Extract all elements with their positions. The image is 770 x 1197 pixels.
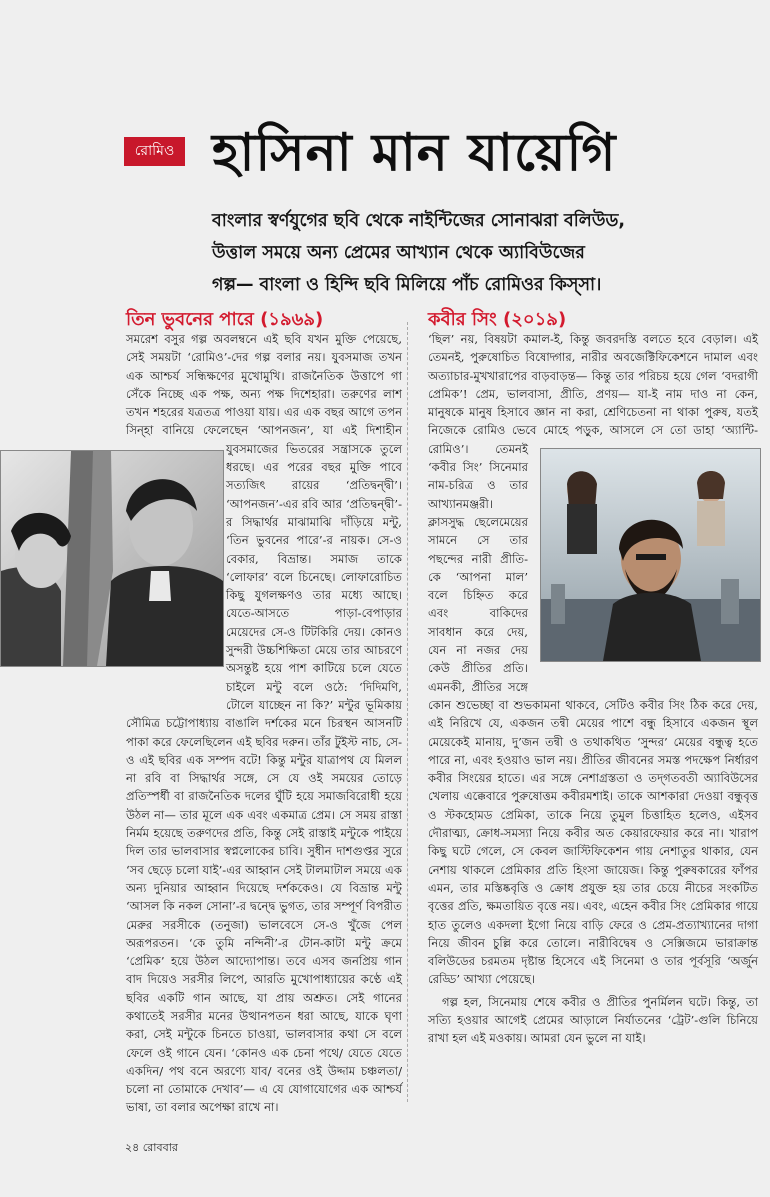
column-divider bbox=[407, 322, 408, 1102]
right-article-body bbox=[428, 330, 758, 1052]
film-poster-photo bbox=[540, 448, 761, 662]
left-article-heading: তিন ভুবনের পারে (১৯৬৯) bbox=[126, 309, 324, 330]
couple-photo-illustration bbox=[1, 451, 223, 666]
poster-illustration bbox=[541, 449, 760, 661]
deck bbox=[212, 205, 758, 301]
right-article-heading: কবীর সিং (২০১৯) bbox=[428, 309, 567, 330]
page-footer: ২৪ রোববার bbox=[125, 1141, 178, 1154]
deck-line-3: গল্প— বাংলা ও হিন্দি ছবি মিলিয়ে পাঁচ রোমিওর কিস্‌সা। bbox=[212, 275, 602, 295]
headline: হাসিনা মান যায়েগি bbox=[212, 123, 617, 183]
right-article-paragraph-1: ‘ছিল’ নয়, বিষয়টা কমাল-ই, কিন্তু জবরদস্তি বলতে হবে বেড়াল। এই তেমনই, পুরুষোচিত বিষোদ্গার, নারীর অবজেক্টিফিকেশনে দামাল এবং অত্যাচার-মুখখারাপের বাড়বাড়ন্ত— কিন্তু তার পরিচয় হয়ে গেল ‘বদরাগী প্রেমিক’! প্রেম, ভালবাসা, প্রীতি, প্রণয়— যা-ই নাম দাও না কেন, মানুষকে মানুষ হিসাবে জ্ঞান না করা, শ্রেণিচেতনা না থাকা পুরুষ, যতই নিজেকে রোমিও ভেবে মোহে পড়ুক, আসলে সে তো ডাহা ‘অ্যান্টি-রোমিও’। তেমনই ‘কবীর সিং’ সিনেমার নাম-চরিত্র ও তার আখ্যানমঞ্জরী। ক্লাসসুদ্ধ ছেলেমেয়ের সামনে সে তার পছন্দের নারী প্রীতি-কে ‘আপনা মাল’ বলে চিহ্নিত করে এবং বাকিদের সাবধান করে দেয়, যেন না নজর দেয় কেউ প্রীতির প্রতি। এমনকী, প্রীতির সঙ্গে কোন শুভেচ্ছা বা শুভকামনা থাকবে, সেটিও কবীর সিং ঠিক করে দেয়, এই নিরিখে যে, একজন তন্বী মেয়ের পাশে বন্ধু হিসাবে একজন স্থূল মেয়েকেই মানায়, দু’জন তন্বী ও তথাকথিত ‘সুন্দর’ মেয়ের বন্ধুত্ব হতে পারে না, এবং হওয়াও ভাল নয়। প্রীতির জীবনের সমস্ত পদক্ষেপ নির্ধারণ কবীর সিংয়ের হাতে। এর সঙ্গে নেশাগ্রস্ততা ও তদ্‌গতবতী অ্যাবিউসের খেলায় এক্কেবারে পুরুষোত্তম কবীরমশাই। তাকে আশকারা দেওয়া বন্ধুবৃত্ত ও স্টকহোমড প্রেমিকা, তাকে নিয়ে তুমুল চিত্তাহিত হলেও, এইসব দৌরাত্ম্য, ক্রোধ-সমস্যা নিয়ে কবীর অত কেয়ারফেয়ার করে না। খারাপ কিছু ঘটে গেলে, সে কেবল জাস্টিফিকেশন গায় নেশাতুর থাকার, যেন নেশায় থাকলে প্রেমিকার প্রতি হিংসা জায়েজ। কিন্তু পুরুষকারের ফাঁপর এমন, তার মস্তিষ্কবৃত্তি ও ক্রোধ প্রযুক্ত হয় তার চেয়ে নীচের সংকটিত বৃত্তের প্রতি, ক্ষমতায়িত বৃত্তে নয়। এবং, এহেন কবীর সিং প্রেমিকার গায়ে হাত তুলেও একদলা ইগো নিয়ে বাড়ি ফেরে ও প্রেম-প্রত্যাখ্যানের দাগা নিয়ে জীবন চুল্লি করে তোলে। নারীবিদ্বেষ ও সেক্সিজমে ভারাক্রান্ত বলিউডের চরমতম দৃষ্টান্ত হিসেবে এই সিনেমা ও তার পূর্বসূরি ‘অর্জুন রেড্ডি’ আখ্যা পেয়েছে। bbox=[428, 332, 758, 987]
right-article-paragraph-2: গল্প হল, সিনেমায় শেষে কবীর ও প্রীতির পুনর্মিলন ঘটে। কিন্তু, তা সত্যি হওয়ার আগেই প্রেমের আড়ালে নির্যাতনের ‘ট্রেট’-গুলি চিনিয়ে রাখা হল এই মওকায়। আমরা যেন ভুলে না যাই। bbox=[428, 994, 758, 1046]
deck-line-2: উত্তাল সময়ে অন্য প্রেমের আখ্যান থেকে অ্যাবিউজের bbox=[212, 243, 585, 263]
left-article-body bbox=[126, 330, 402, 1121]
deck-line-1: বাংলার স্বর্ণযুগের ছবি থেকে নাইন্টিজের সোনাঝরা বলিউড, bbox=[212, 211, 626, 231]
left-article-paragraph: সমরেশ বসুর গল্প অবলম্বনে এই ছবি যখন মুক্তি পেয়েছে, সেই সময়টা ‘রোমিও’-দের গল্প বলার নয়। যুবসমাজ তখন এক আশ্চর্য সন্ধিক্ষণের মুখোমুখি। রাজনৈতিক উত্তাপে গা সেঁকে নিচ্ছে এক পক্ষ, অন্য পক্ষ দিশেহারা। তরুণের লাশ তখন শহরের যত্রতত্র পাওয়া যায়। এর এক বছর আগে তপন সিন্‌হা বানিয়ে ফেলেছেন ‘আপনজন’, যা এই দিশাহীন যুবসমাজের ভিতরের সন্ত্রাসকে তুলে ধরছে। এর পরের বছর মুক্তি পাবে সত্যজিৎ রায়ের ‘প্রতিদ্বন্দ্বী’। ‘আপনজন’-এর রবি আর ‘প্রতিদ্বন্দ্বী’-র সিদ্ধার্থর মাঝামাঝি দাঁড়িয়ে মন্টু, ‘তিন ভুবনের পারে’-র নায়ক। সে-ও বেকার, বিভ্রান্ত। সমাজ তাকে ‘লোফার’ বলে চিনেছে। লোফারোচিত কিছু যুগলক্ষণও তার মধ্যে আছে। যেতে-আসতে পাড়া-বেপাড়ার মেয়েদের সে-ও টিটকিরি দেয়। কোনও সুন্দরী উচ্চশিক্ষিতা মেয়ে তার আচরণে অসন্তুষ্ট হয়ে পাশ কাটিয়ে চলে যেতে চাইলে মন্টু বলে ওঠে: ‘দিদিমণি, টোলে যাচ্ছেন না কি?’ মন্টুর ভূমিকায় সৌমিত্র চট্টোপাধ্যায় বাঙালি দর্শকের মনে চিরস্থন আসনটি পাকা করে ফেলেছিলেন এই ছবির দরুন। তাঁর টুইস্ট নাচ, সে-ও এই ছবির এক সম্পদ বটে! কিন্তু মন্টুর যাত্রাপথ যে মিলল না রবি বা সিদ্ধার্থর সঙ্গে, সে যে ওই সময়ের তোড়ে প্রতিস্পর্ধী বা রাজনৈতিক দলের ঘুঁটি হয়ে সমাজবিরোধী হয়ে উঠল না— তার মূলে এক এবং একমাত্র প্রেম। সে সময় রাস্তা নির্মম হয়েছে তরুণদের প্রতি, কিন্তু সেই রাস্তাই মন্টুকে পাইয়ে দিল তার ভালবাসার স্বপ্নলোকের চাবি। সুধীন দাশগুপ্তর সুরে ‘সব ছেড়ে চলো যাই’-এর আহ্বান সেই টালমাটাল সময়ে এক অন্য দুনিয়ার আহ্বান দিয়েছে দর্শককেও। যে বিভ্রান্ত মন্টু ‘আসল কি নকল সোনা’-র দ্বন্দ্বে ভুগত, তার সম্পূর্ণ বিপরীত মেরুর সরসীকে (তনুজা) ভালবেসে সে-ও খুঁজে পেল অরূপরতন। ‘কে তুমি নন্দিনী’-র টোন-কাটা মন্টু ক্রমে ‘প্রেমিক’ হয়ে উঠল আদ্যোপান্ত। তবে এসব জনপ্রিয় গান বাদ দিয়েও সরসীর লিপে, আরতি মুখোপাধ্যায়ের কণ্ঠে এই ছবির একটি গান আছে, যা প্রায় অশ্রুত। সেই গানের কথাতেই সরসীর মনের উত্থানপতন ধরা আছে, যাকে ঘৃণা করা, সেই মন্টুকে চিনতে চাওয়া, ভালবাসার কথা সে বলে ফেলে ওই গানে যেন। ‘কোনও এক চেনা পথে/ যেতে যেতে একদিন/ পথ বনে অরণ্যে যাব/ বনের ওই উদ্দাম চঞ্চলতা/ চলো না তোমাকে দেখাব’— এ যে যোগাযোগের এক আশ্চর্য ভাষা, তা বলার অপেক্ষা রাখে না। bbox=[126, 332, 402, 1115]
film-still-photo bbox=[0, 450, 224, 667]
section-tag: রোমিও bbox=[124, 137, 185, 166]
